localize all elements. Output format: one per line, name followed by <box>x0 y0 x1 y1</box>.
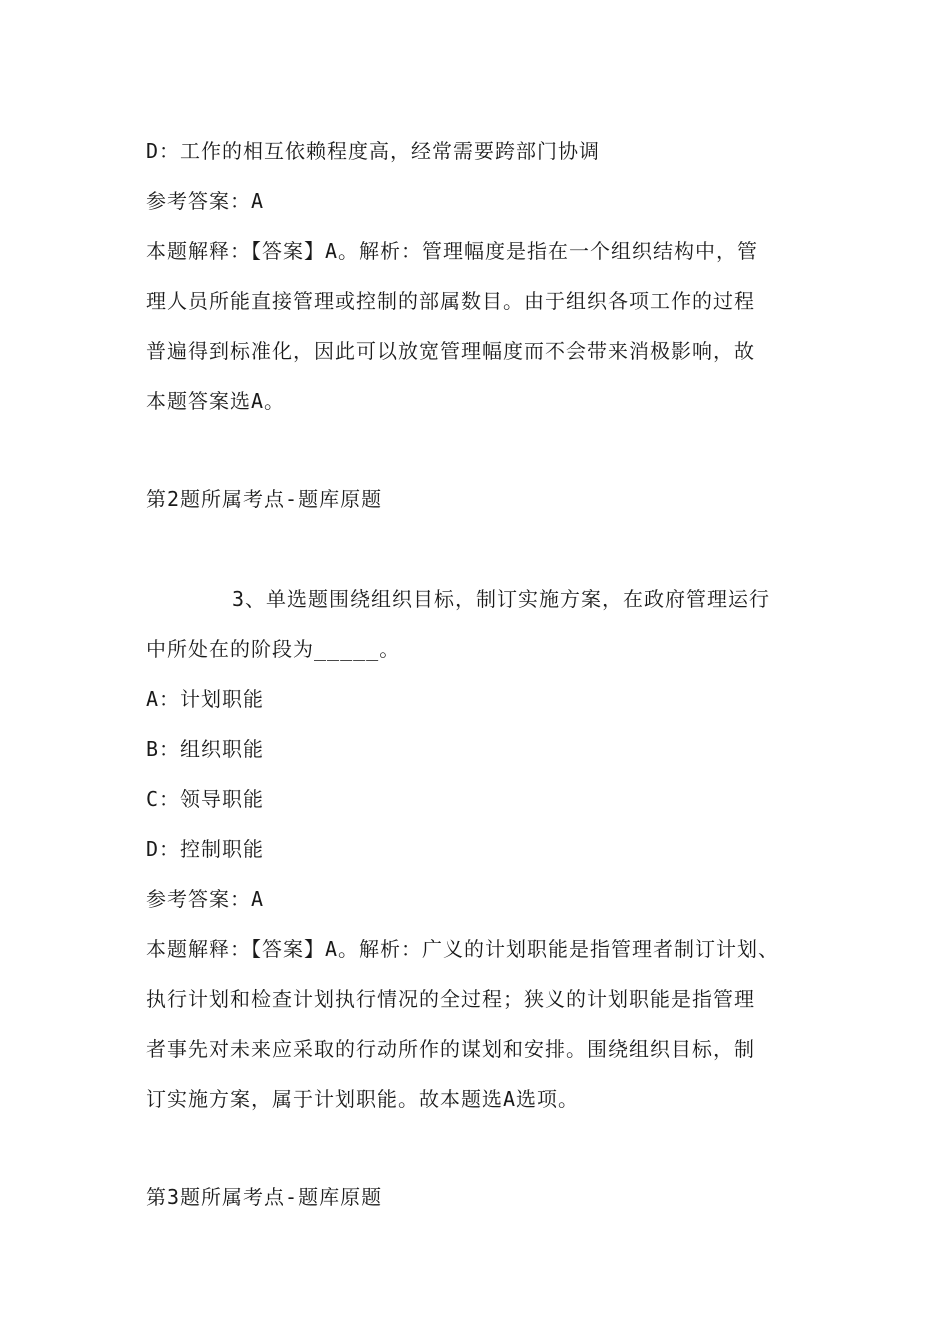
q3-explanation-line: 订实施方案，属于计划职能。故本题选A选项。 <box>146 1087 580 1111</box>
q3-stem-line: 3、单选题围绕组织目标，制订实施方案，在政府管理运行 <box>232 587 771 611</box>
q2-explanation-line: 普遍得到标准化，因此可以放宽管理幅度而不会带来消极影响，故 <box>146 339 755 363</box>
q3-option-c: C：领导职能 <box>146 787 265 811</box>
q3-explanation-line: 本题解释：【答案】A。解析：广义的计划职能是指管理者制订计划、 <box>146 937 780 961</box>
q2-explanation-line: 理人员所能直接管理或控制的部属数目。由于组织各项工作的过程 <box>146 289 755 313</box>
q3-knowledge-point: 第3题所属考点-题库原题 <box>146 1185 383 1209</box>
q2-knowledge-point: 第2题所属考点-题库原题 <box>146 487 383 511</box>
q2-answer: 参考答案：A <box>146 189 265 213</box>
q2-option-d: D：工作的相互依赖程度高，经常需要跨部门协调 <box>146 139 601 163</box>
q3-option-d: D：控制职能 <box>146 837 265 861</box>
q3-answer: 参考答案：A <box>146 887 265 911</box>
q3-explanation-line: 执行计划和检查计划执行情况的全过程；狭义的计划职能是指管理 <box>146 987 755 1011</box>
q3-stem-line: 中所处在的阶段为_____。 <box>146 637 401 661</box>
q2-explanation-line: 本题答案选A。 <box>146 389 286 413</box>
q3-option-a: A：计划职能 <box>146 687 265 711</box>
q3-option-b: B：组织职能 <box>146 737 265 761</box>
q3-explanation-line: 者事先对未来应采取的行动所作的谋划和安排。围绕组织目标，制 <box>146 1037 755 1061</box>
q2-explanation-line: 本题解释：【答案】A。解析：管理幅度是指在一个组织结构中，管 <box>146 239 759 263</box>
